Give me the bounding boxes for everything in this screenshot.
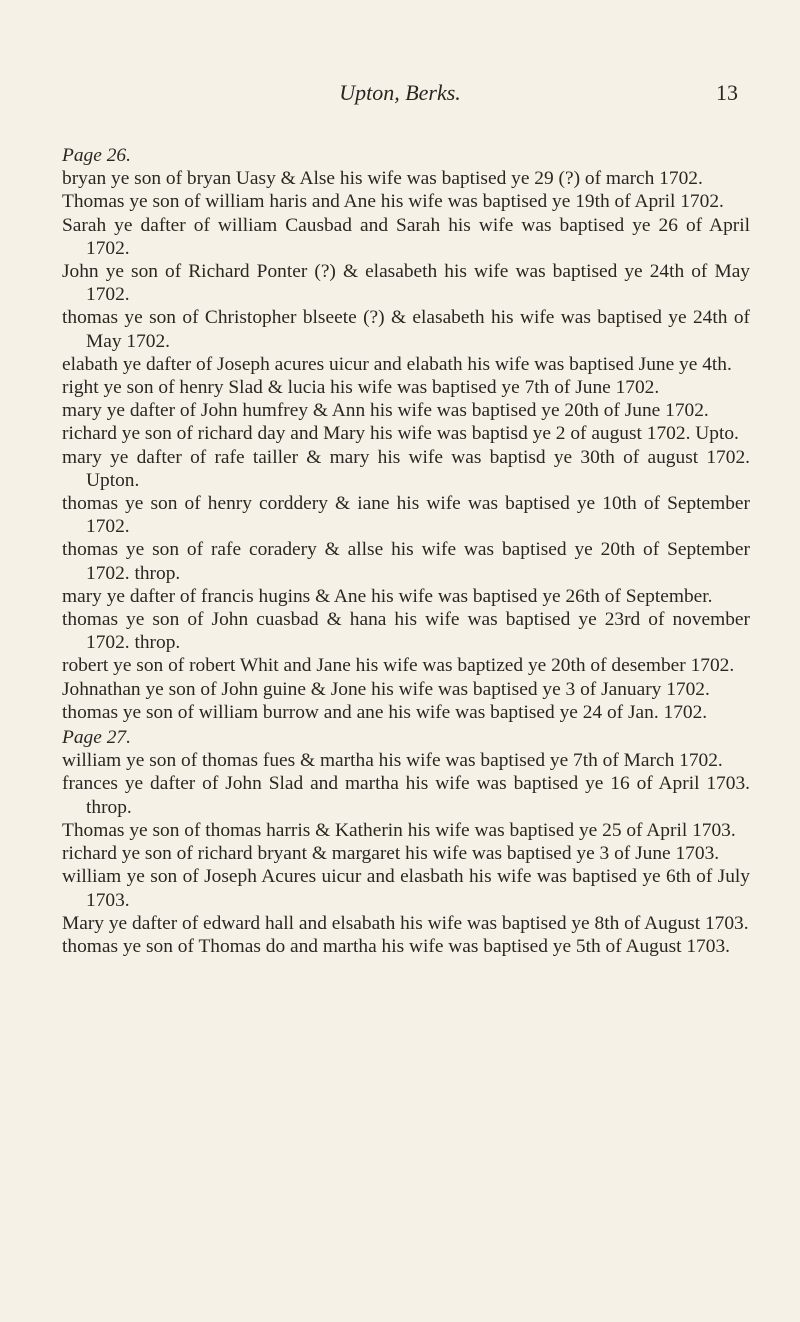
baptism-entry: thomas ye son of henry corddery & iane his wife was baptised ye 10th of September 1702. <box>62 493 750 538</box>
baptism-entry: william ye son of Joseph Acures uicur and elasbath his wife was baptised ye 6th of July 1703. <box>62 866 750 911</box>
baptism-entry: Thomas ye son of thomas harris & Katherin his wife was baptised ye 25 of April 1703. <box>62 819 736 841</box>
baptism-entry: mary ye dafter of francis hugins & Ane his wife was baptised ye 26th of September. <box>62 585 713 607</box>
baptism-entry: bryan ye son of bryan Uasy & Alse his wife was baptised ye 29 (?) of march 1702. <box>62 168 703 190</box>
register-transcript <box>62 144 750 958</box>
baptism-entry: elabath ye dafter of Joseph acures uicur and elabath his wife was baptised June ye 4th. <box>62 353 732 375</box>
baptism-entry: Mary ye dafter of edward hall and elsabath his wife was baptised ye 8th of August 1703. <box>62 912 749 934</box>
baptism-entry: right ye son of henry Slad & lucia his wife was baptised ye 7th of June 1702. <box>62 377 660 399</box>
baptism-entry: robert ye son of robert Whit and Jane his wife was baptized ye 20th of desember 1702. <box>62 655 735 677</box>
baptism-entry: thomas ye son of william burrow and ane his wife was baptised ye 24 of Jan. 1702. <box>62 701 708 723</box>
baptism-entry: John ye son of Richard Ponter (?) & elasabeth his wife was baptised ye 24th of May 1702. <box>62 261 750 306</box>
baptism-entry: thomas ye son of John cuasbad & hana his wife was baptised ye 23rd of november 1702. throp. <box>62 609 750 654</box>
baptism-entry: frances ye dafter of John Slad and martha his wife was baptised ye 16 of April 1703. throp. <box>62 773 750 818</box>
baptism-entry: richard ye son of richard day and Mary his wife was baptisd ye 2 of august 1702. Upto. <box>62 423 739 445</box>
running-title: Upton, Berks. <box>339 80 461 105</box>
page-number: 13 <box>716 80 738 105</box>
baptism-entry: mary ye dafter of rafe tailler & mary his wife was baptisd ye 30th of august 1702. Upton. <box>62 446 750 491</box>
section-heading: Page 26. <box>62 145 131 166</box>
section-heading: Page 27. <box>62 727 131 749</box>
baptism-entry: Sarah ye dafter of william Causbad and Sarah his wife was baptised ye 26 of April 1702. <box>62 214 750 259</box>
baptism-entry: richard ye son of richard bryant & margaret his wife was baptised ye 3 of June 1703. <box>62 843 720 865</box>
page-header <box>0 80 800 110</box>
baptism-entry: Johnathan ye son of John guine & Jone his wife was baptised ye 3 of January 1702. <box>62 678 710 700</box>
baptism-entry: thomas ye son of Christopher blseete (?) & elasabeth his wife was baptised ye 24th of May 1702. <box>62 307 750 352</box>
baptism-entry: thomas ye son of Thomas do and martha his wife was baptised ye 5th of August 1703. <box>62 935 730 957</box>
baptism-entry: Thomas ye son of william haris and Ane his wife was baptised ye 19th of April 1702. <box>62 191 724 213</box>
baptism-entry: mary ye dafter of John humfrey & Ann his wife was baptised ye 20th of June 1702. <box>62 400 709 422</box>
baptism-entry: william ye son of thomas fues & martha his wife was baptised ye 7th of March 1702. <box>62 750 723 772</box>
baptism-entry: thomas ye son of rafe coradery & allse his wife was baptised ye 20th of September 1702. throp. <box>62 539 750 584</box>
